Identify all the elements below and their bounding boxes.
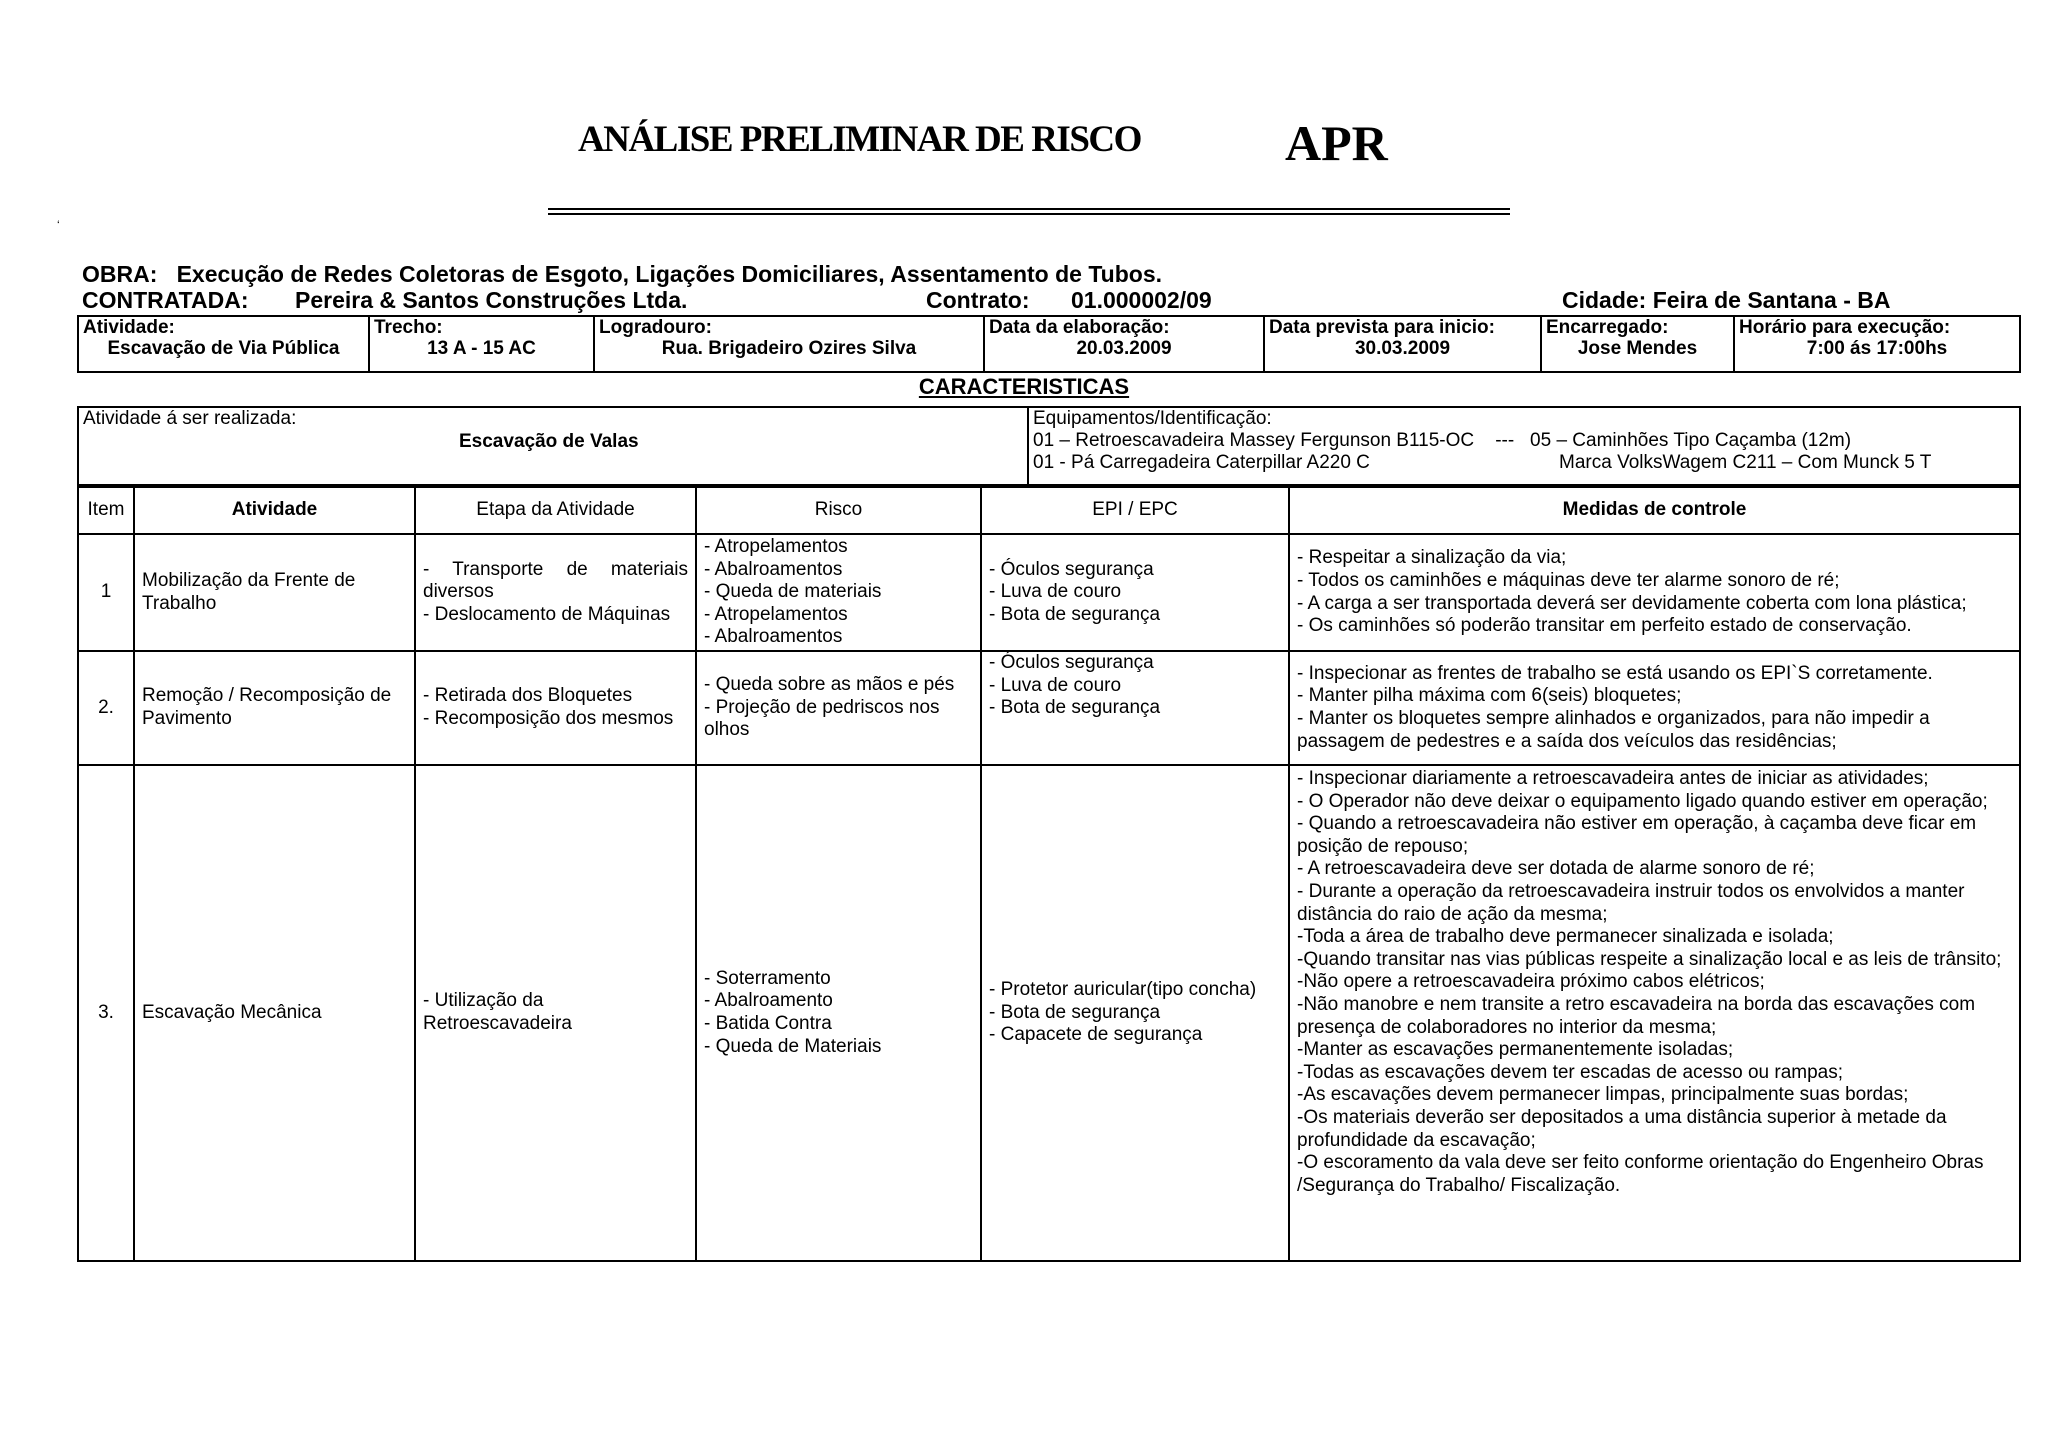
- info-horario: [1734, 316, 2020, 372]
- info-encarregado: [1541, 316, 1734, 372]
- title-rule: [548, 213, 1510, 215]
- column-header-item: Item: [78, 487, 134, 534]
- row-medidas: - Respeitar a sinalização da via; - Todos os caminhões e máquinas deve ter alarme sonoro de ré; - A carga a ser transportada deverá ser devidamente coberta com lona plástica; - Os caminhões só poderão transitar em perfeito estado de conservação.: [1289, 534, 2020, 651]
- row-risco: - Atropelamentos - Abalroamentos - Queda de materiais - Atropelamentos - Abalroamentos: [696, 534, 981, 651]
- cidade-line: [1562, 287, 1890, 314]
- info-value: 13 A - 15 AC: [427, 338, 536, 359]
- info-label: Data prevista para inicio:: [1269, 317, 1495, 338]
- info-trecho: [369, 316, 594, 372]
- contratada-label: CONTRATADA:: [82, 287, 249, 313]
- row-etapa: - Transporte de materiais diversos - Deslocamento de Máquinas: [415, 534, 696, 651]
- equipamento-item: 01 - Pá Carregadeira Caterpillar A220 C: [1033, 452, 1370, 473]
- table-row: [78, 534, 2020, 651]
- row-medidas: - Inspecionar diariamente a retroescavadeira antes de iniciar as atividades; - O Operador não deve deixar o equipamento ligado quando estiver em operação; - Quando a retroescavadeira não estiver em operação, à caçamba deve ficar em posição de repouso; - A retroescavadeira deve ser dotada de alarme sonoro de ré; - Durante a operação da retroescavadeira instruir todos os envolvidos a manter distância do raio de ação da mesma; -Toda a área de trabalho deve permanecer sinalizada e isolada; -Quando transitar nas vias públicas respeite a sinalização local e as leis de trânsito; -Não opere a retroescavadeira próximo cabos elétricos; -Não manobre e nem transite a retro escavadeira na borda das escavações com presença de colaboradores no interior da mesma; -Manter as escavações permanentemente isoladas; -Todas as escavações devem ter escadas de acesso ou rampas; -As escavações devem permanecer limpas, principalmente suas bordas; -Os materiais deverão ser depositados a uma distância superior à metade da profundidade da escavação; -O escoramento da vala deve ser feito conforme orientação do Engenheiro Obras /Segurança do Trabalho/ Fiscalização.: [1289, 765, 2020, 1261]
- equipamentos-cell: [1028, 407, 2020, 485]
- row-epi: - Óculos segurança - Luva de couro - Bota de segurança: [981, 534, 1289, 651]
- column-header-atividade: Atividade: [134, 487, 415, 534]
- row-risco: - Soterramento - Abalroamento - Batida Contra - Queda de Materiais: [696, 765, 981, 1261]
- info-atividade: [78, 316, 369, 372]
- equipamento-separator: ---: [1495, 430, 1515, 451]
- info-value: Jose Mendes: [1577, 338, 1698, 359]
- equipamentos-line-2: [1033, 452, 2015, 474]
- info-label: Encarregado:: [1546, 317, 1669, 338]
- info-label: Trecho:: [374, 317, 443, 338]
- table-row: [78, 765, 2020, 1261]
- table-header-row: [78, 487, 2020, 534]
- row-atividade: Escavação Mecânica: [134, 765, 415, 1261]
- info-value: Escavação de Via Pública: [107, 338, 340, 359]
- caracteristicas-table: [77, 406, 2021, 486]
- equipamento-item: 05 – Caminhões Tipo Caçamba (12m): [1530, 430, 1852, 451]
- cidade-label: Cidade:: [1562, 287, 1647, 313]
- obra-label: OBRA:: [82, 261, 158, 287]
- row-etapa: - Retirada dos Bloquetes - Recomposição dos mesmos: [415, 651, 696, 765]
- row-item: 2.: [78, 651, 134, 765]
- stray-mark: ‘: [57, 218, 60, 232]
- equipamento-item: Marca VolksWagem C211 – Com Munck 5 T: [1559, 452, 1932, 473]
- info-value: 20.03.2009: [1076, 338, 1172, 359]
- row-item: 3.: [78, 765, 134, 1261]
- info-value: Rua. Brigadeiro Ozires Silva: [661, 338, 917, 359]
- info-data-inicio: [1264, 316, 1541, 372]
- row-atividade: Remoção / Recomposição de Pavimento: [134, 651, 415, 765]
- info-label: Logradouro:: [599, 317, 712, 338]
- equipamentos-label: Equipamentos/Identificação:: [1033, 408, 1272, 429]
- info-label: Horário para execução:: [1739, 317, 1951, 338]
- row-risco: - Queda sobre as mãos e pés - Projeção de pedriscos nos olhos: [696, 651, 981, 765]
- row-medidas: - Inspecionar as frentes de trabalho se está usando os EPI`S corretamente. - Manter pilha máxima com 6(seis) bloquetes; - Manter os bloquetes sempre alinhados e organizados, para não impedir a passagem de pedestres e a saída dos veículos das residências;: [1289, 651, 2020, 765]
- equipamentos-line-1: [1033, 430, 2015, 452]
- row-epi: - Protetor auricular(tipo concha) - Bota de segurança - Capacete de segurança: [981, 765, 1289, 1261]
- row-etapa: - Utilização da Retroescavadeira: [415, 765, 696, 1261]
- document-title-abbr: APR: [1285, 115, 1388, 171]
- risk-table: [77, 486, 2021, 1262]
- title-rule: [548, 208, 1510, 210]
- info-value: 30.03.2009: [1354, 338, 1451, 359]
- obra-line: [82, 261, 1162, 288]
- document-title: ANÁLISE PRELIMINAR DE RISCO: [578, 119, 1141, 160]
- column-header-risco: Risco: [696, 487, 981, 534]
- atividade-realizada-cell: [78, 407, 1028, 485]
- row-epi: - Óculos segurança - Luva de couro - Bota de segurança: [981, 651, 1289, 765]
- contratada-value: Pereira & Santos Construções Ltda.: [295, 287, 688, 313]
- info-value: 7:00 ás 17:00hs: [1806, 338, 1948, 359]
- caracteristicas-heading: CARACTERISTICAS: [918, 374, 1130, 399]
- column-header-epi: EPI / EPC: [981, 487, 1289, 534]
- row-item: 1: [78, 534, 134, 651]
- contrato-value: 01.000002/09: [1071, 287, 1212, 313]
- column-header-etapa: Etapa da Atividade: [415, 487, 696, 534]
- table-row: [78, 651, 2020, 765]
- contrato-label: Contrato:: [926, 287, 1030, 313]
- cidade-value: Feira de Santana - BA: [1652, 287, 1891, 313]
- atividade-realizada-label: Atividade á ser realizada:: [83, 408, 297, 429]
- info-label: Atividade:: [83, 317, 175, 338]
- info-data-elaboracao: [984, 316, 1264, 372]
- atividade-realizada-value: Escavação de Valas: [459, 431, 639, 452]
- info-logradouro: [594, 316, 984, 372]
- row-atividade: Mobilização da Frente de Trabalho: [134, 534, 415, 651]
- column-header-medidas: Medidas de controle: [1289, 487, 2020, 534]
- info-table: [77, 315, 2021, 373]
- obra-value: Execução de Redes Coletoras de Esgoto, Ligações Domiciliares, Assentamento de Tubos.: [176, 261, 1163, 287]
- info-label: Data da elaboração:: [989, 317, 1170, 338]
- equipamento-item: 01 – Retroescavadeira Massey Fergunson B115-OC: [1033, 430, 1475, 451]
